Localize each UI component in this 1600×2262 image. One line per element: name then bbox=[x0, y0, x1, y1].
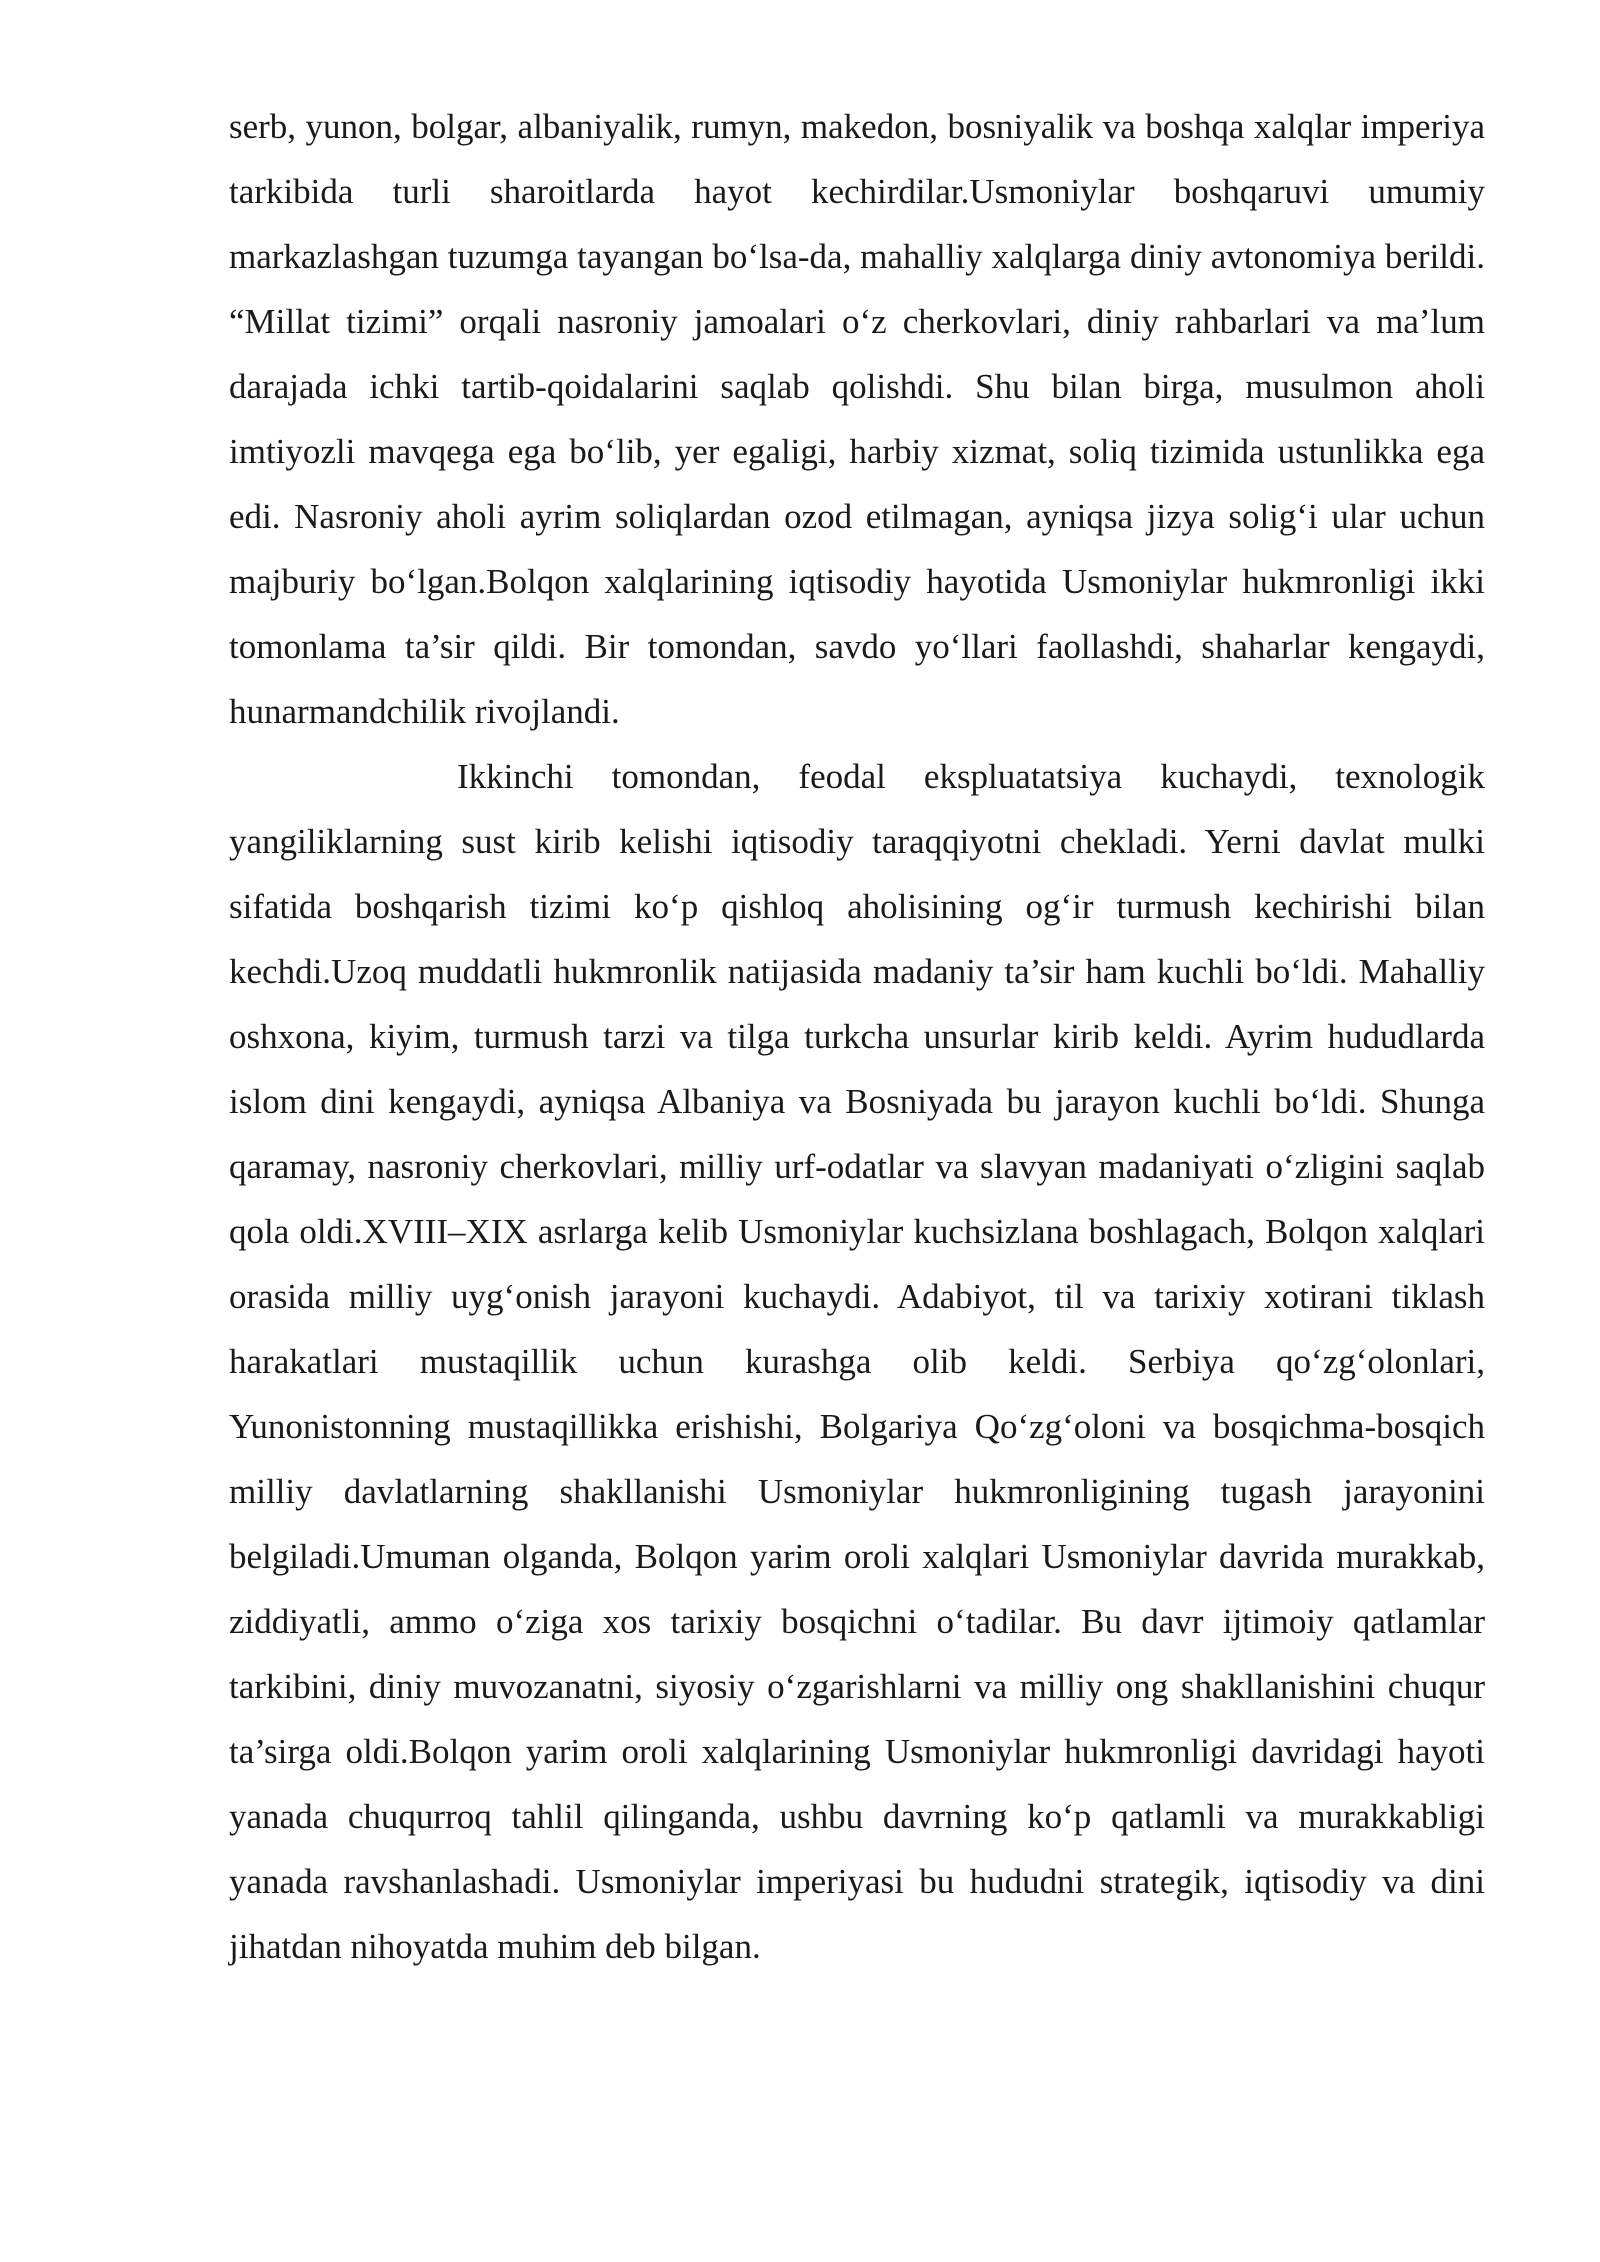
paragraph-1: serb, yunon, bolgar, albaniyalik, rumyn, makedon, bosniyalik va boshqa xalqlar imperiya tarkibida turli sharoitlarda hayot kechirdilar.Usmoniylar boshqaruvi umumiy markazlashgan tuzumga tayangan bo‘lsa-da, mahalliy xalqlarga diniy avtonomiya berildi. “Millat tizimi” orqali nasroniy jamoalari o‘z cherkovlari, diniy rahbarlari va ma’lum darajada ichki tartib-qoidalarini saqlab qolishdi. Shu bilan birga, musulmon aholi imtiyozli mavqega ega bo‘lib, yer egaligi, harbiy xizmat, soliq tizimida ustunlikka ega edi. Nasroniy aholi ayrim soliqlardan ozod etilmagan, ayniqsa jizya solig‘i ular uchun majburiy bo‘lgan.Bolqon xalqlarining iqtisodiy hayotida Usmoniylar hukmronligi ikki tomonlama ta’sir qildi. Bir tomondan, savdo yo‘llari faollashdi, shaharlar kengaydi, hunarmandchilik rivojlandi. bbox=[229, 107, 1485, 731]
document-body bbox=[229, 94, 1485, 1979]
paragraph-2: Ikkinchi tomondan, feodal ekspluatatsiya kuchaydi, texnologik yangiliklarning sust kirib kelishi iqtisodiy taraqqiyotni chekladi. Yerni davlat mulki sifatida boshqarish tizimi ko‘p qishloq aholisining og‘ir turmush kechirishi bilan kechdi.Uzoq muddatli hukmronlik natijasida madaniy ta’sir ham kuchli bo‘ldi. Mahalliy oshxona, kiyim, turmush tarzi va tilga turkcha unsurlar kirib keldi. Ayrim hududlarda islom dini kengaydi, ayniqsa Albaniya va Bosniyada bu jarayon kuchli bo‘ldi. Shunga qaramay, nasroniy cherkovlari, milliy urf-odatlar va slavyan madaniyati o‘zligini saqlab qola oldi.XVIII–XIX asrlarga kelib Usmoniylar kuchsizlana boshlagach, Bolqon xalqlari orasida milliy uyg‘onish jarayoni kuchaydi. Adabiyot, til va tarixiy xotirani tiklash harakatlari mustaqillik uchun kurashga olib keldi. Serbiya qo‘zg‘olonlari, Yunonistonning mustaqillikka erishishi, Bolgariya Qo‘zg‘oloni va bosqichma-bosqich milliy davlatlarning shakllanishi Usmoniylar hukmronligining tugash jarayonini belgiladi.Umuman olganda, Bolqon yarim oroli xalqlari Usmoniylar davrida murakkab, ziddiyatli, ammo o‘ziga xos tarixiy bosqichni o‘tadilar. Bu davr ijtimoiy qatlamlar tarkibini, diniy muvozanatni, siyosiy o‘zgarishlarni va milliy ong shakllanishini chuqur ta’sirga oldi.Bolqon yarim oroli xalqlarining Usmoniylar hukmronligi davridagi hayoti yanada chuqurroq tahlil qilinganda, ushbu davrning ko‘p qatlamli va murakkabligi yanada ravshanlashadi. Usmoniylar imperiyasi bu hududni strategik, iqtisodiy va dini jihatdan nihoyatda muhim deb bilgan. bbox=[229, 757, 1485, 1966]
